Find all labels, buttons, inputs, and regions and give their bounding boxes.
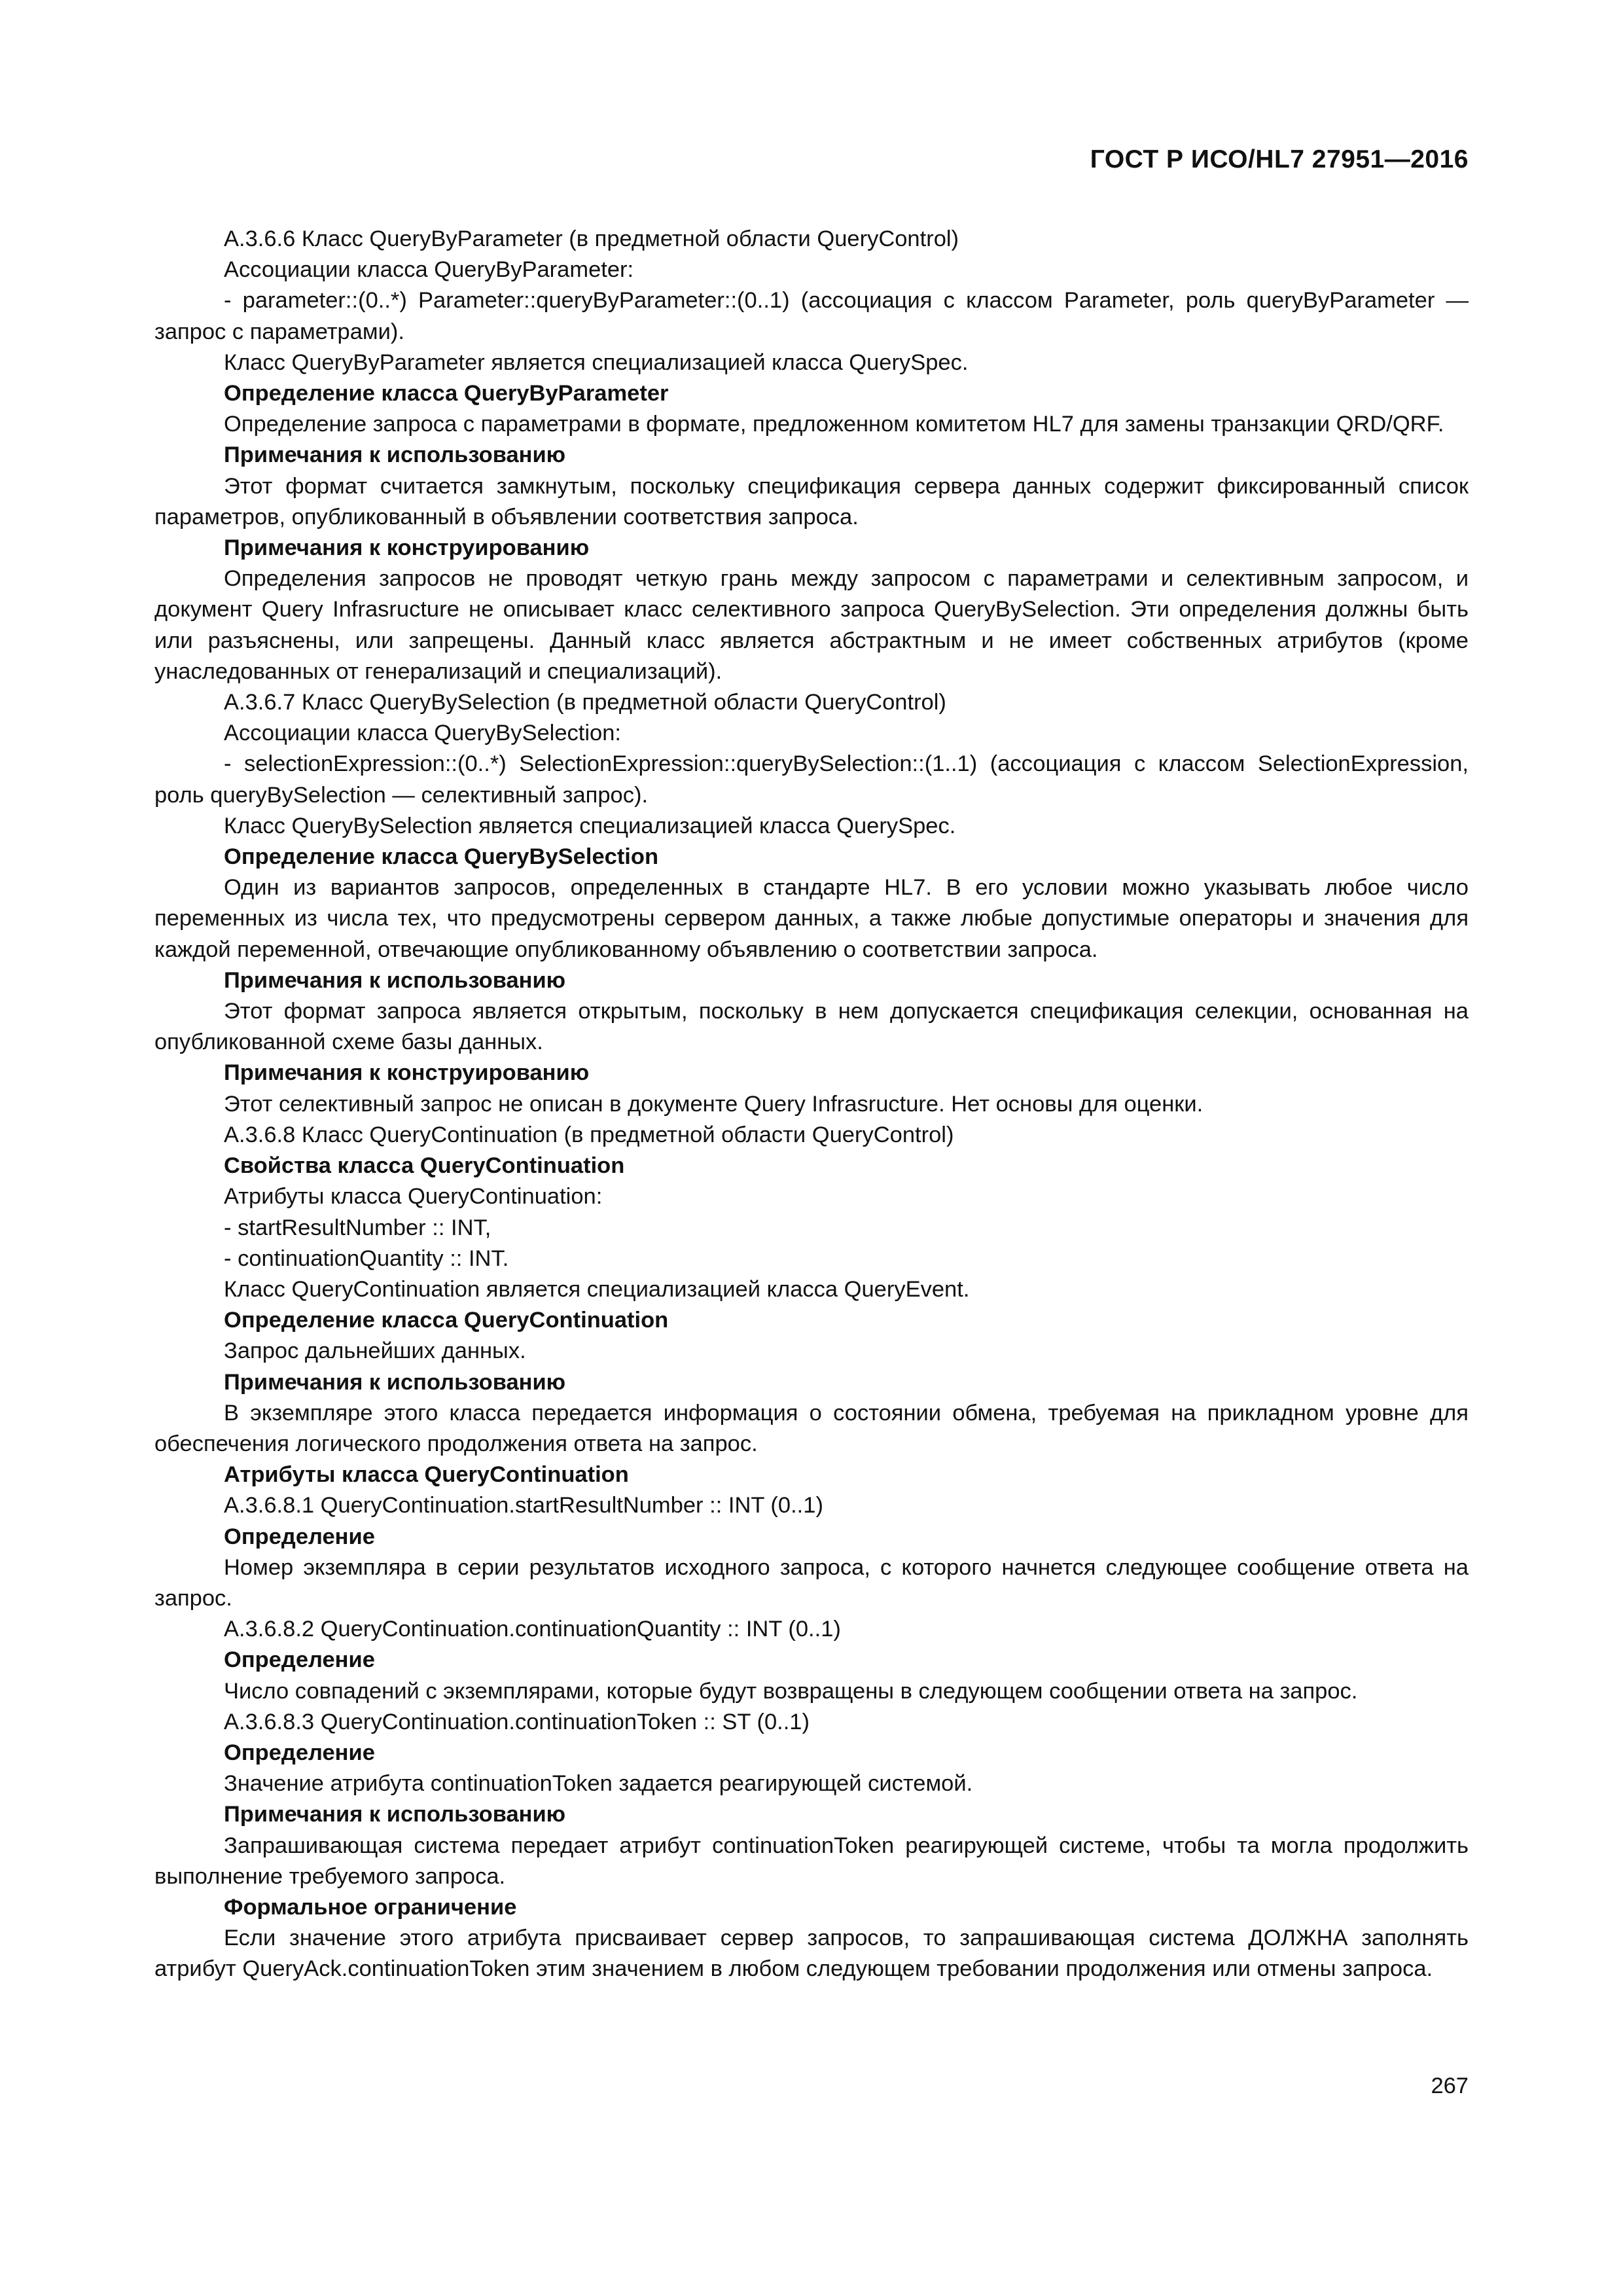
usage-notes-heading: Примечания к использованию (224, 967, 566, 993)
formal-constraint-heading: Формальное ограничение (224, 1894, 517, 1920)
properties-heading: Свойства класса QueryContinuation (224, 1153, 625, 1179)
attributes-label: Атрибуты класса QueryContinuation: (224, 1184, 603, 1210)
specialization-text: Класс QueryBySelection является специализацией класса QuerySpec. (224, 813, 956, 838)
usage-notes-text: Этот формат считается замкнутым, поскольку спецификация сервера данных содержит фиксированный список параметров, опубликованный в объявлении соответствия запроса. (154, 473, 1469, 529)
usage-notes-heading: Примечания к использованию (224, 1802, 566, 1827)
definition-text: Номер экземпляра в серии результатов исходного запроса, с которого начнется следующее сообщение ответа на запрос. (154, 1554, 1469, 1611)
subsection-heading-a3-6-8-1: А.3.6.8.1 QueryContinuation.startResultNumber :: INT (0..1) (224, 1493, 823, 1518)
specialization-text: Класс QueryByParameter является специализацией класса QuerySpec. (224, 350, 969, 375)
design-notes-text: Этот селективный запрос не описан в документе Query Infrasructure. Нет основы для оценки. (224, 1091, 1204, 1117)
definition-heading: Определение (224, 1647, 375, 1673)
design-notes-text: Определения запросов не проводят четкую грань между запросом с параметрами и селективным запросом, и документ Query Infrasructure не описывает класс селективного запроса QueryBySelection. Эти определения должны быть или разъяснены, или запрещены. Данный класс является абстрактным и не имеет собственных атрибутов (кроме унаследованных от генерализаций и специализаций). (154, 566, 1469, 684)
definition-heading: Определение (224, 1740, 375, 1765)
design-notes-heading: Примечания к конструированию (224, 1060, 590, 1086)
definition-heading: Определение класса QueryByParameter (224, 381, 669, 406)
definition-text: Определение запроса с параметрами в формате, предложенном комитетом HL7 для замены транзакции QRD/QRF. (224, 412, 1444, 437)
document-header: ГОСТ Р ИСО/HL7 27951—2016 (1090, 145, 1469, 173)
definition-heading: Определение класса QueryBySelection (224, 844, 659, 870)
association-item: - parameter::(0..*) Parameter::queryByParameter::(0..1) (ассоциация с классом Parameter, роль queryByParameter — запрос с параметрами). (154, 288, 1469, 344)
usage-notes-heading: Примечания к использованию (224, 1369, 566, 1395)
document-body (154, 224, 1469, 1985)
definition-heading: Определение класса QueryContinuation (224, 1308, 669, 1333)
associations-label: Ассоциации класса QueryBySelection: (224, 721, 621, 746)
usage-notes-text: В экземпляре этого класса передается информация о состоянии обмена, требуемая на прикладном уровне для обеспечения логического продолжения ответа на запрос. (154, 1400, 1469, 1456)
subsection-heading-a3-6-8-3: А.3.6.8.3 QueryContinuation.continuationToken :: ST (0..1) (224, 1709, 810, 1734)
association-item: - selectionExpression::(0..*) SelectionExpression::queryBySelection::(1..1) (ассоциация с классом SelectionExpression, роль queryBySelection — селективный запрос). (154, 751, 1469, 808)
associations-label: Ассоциации класса QueryByParameter: (224, 257, 634, 283)
usage-notes-heading: Примечания к использованию (224, 442, 566, 468)
definition-text: Число совпадений с экземплярами, которые будут возвращены в следующем сообщении ответа на запрос. (224, 1678, 1358, 1704)
definition-text: Значение атрибута continuationToken задается реагирующей системой. (224, 1771, 973, 1797)
attribute-item: - continuationQuantity :: INT. (224, 1246, 509, 1271)
attributes-heading: Атрибуты класса QueryContinuation (224, 1462, 629, 1488)
section-heading-a3-6-8: А.3.6.8 Класс QueryContinuation (в предметной области QueryControl) (224, 1122, 954, 1147)
usage-notes-text: Этот формат запроса является открытым, поскольку в нем допускается спецификация селекции, основанная на опубликованной схеме базы данных. (154, 999, 1469, 1055)
design-notes-heading: Примечания к конструированию (224, 535, 590, 561)
definition-text: Запрос дальнейших данных. (224, 1338, 526, 1364)
definition-heading: Определение (224, 1524, 375, 1549)
section-heading-a3-6-6: А.3.6.6 Класс QueryByParameter (в предметной области QueryControl) (224, 226, 959, 251)
subsection-heading-a3-6-8-2: А.3.6.8.2 QueryContinuation.continuationQuantity :: INT (0..1) (224, 1617, 841, 1642)
page-number: 267 (1431, 2073, 1469, 2098)
formal-constraint-text: Если значение этого атрибута присваивает сервер запросов, то запрашивающая система ДОЛЖНА заполнять атрибут QueryAck.continuationToken этим значением в любом следующем требовании продолжения или отмены запроса. (154, 1926, 1469, 1982)
usage-notes-text: Запрашивающая система передает атрибут continuationToken реагирующей системе, чтобы та могла продолжить выполнение требуемого запроса. (154, 1833, 1469, 1889)
definition-text: Один из вариантов запросов, определенных в стандарте HL7. В его условии можно указывать любое число переменных из числа тех, что предусмотрены сервером данных, а также любые допустимые операторы и значения для каждой переменной, отвечающие опубликованному объявлению о соответствии запроса. (154, 875, 1469, 962)
attribute-item: - startResultNumber :: INT, (224, 1215, 491, 1240)
section-heading-a3-6-7: А.3.6.7 Класс QueryBySelection (в предметной области QueryControl) (224, 690, 946, 715)
specialization-text: Класс QueryContinuation является специализацией класса QueryEvent. (224, 1276, 970, 1302)
